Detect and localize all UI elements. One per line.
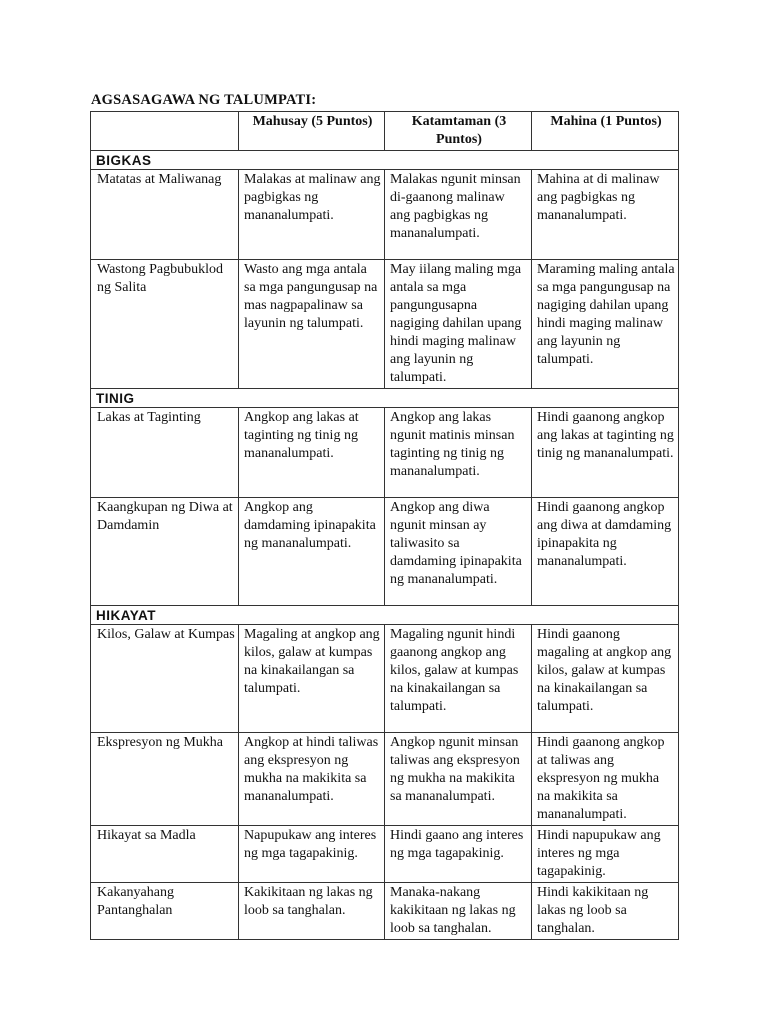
table-row: [91, 733, 679, 826]
criterion-cell: Kilos, Galaw at Kumpas: [91, 625, 239, 733]
header-cell-mahina: Mahina (1 Puntos): [532, 112, 679, 151]
mahusay-cell: Napupukaw ang interes ng mga tagapakinig.: [239, 826, 385, 883]
mahina-cell: Hindi gaanong angkop ang lakas at taginting ng tinig ng mananalumpati.: [532, 408, 679, 498]
mahina-cell: Hindi gaanong angkop at taliwas ang ekspresyon ng mukha na makikita sa mananalumpati.: [532, 733, 679, 826]
criterion-cell: Kakanyahang Pantanghalan: [91, 883, 239, 940]
header-cell-criteria: [91, 112, 239, 151]
section-row-hikayat: [91, 606, 679, 625]
table-row: [91, 826, 679, 883]
katamtaman-cell: Hindi gaano ang interes ng mga tagapakinig.: [385, 826, 532, 883]
mahusay-cell: Angkop ang damdaming ipinapakita ng mananalumpati.: [239, 498, 385, 606]
criterion-cell: Wastong Pagbubuklod ng Salita: [91, 260, 239, 389]
criterion-cell: Hikayat sa Madla: [91, 826, 239, 883]
criterion-cell: Lakas at Taginting: [91, 408, 239, 498]
header-row: [91, 112, 679, 151]
katamtaman-cell: May iilang maling mga antala sa mga pangungusapna nagiging dahilan upang hindi maging malinaw ang layunin ng talumpati.: [385, 260, 532, 389]
header-cell-mahusay: Mahusay (5 Puntos): [239, 112, 385, 151]
katamtaman-cell: Angkop ang diwa ngunit minsan ay taliwasito sa damdaming ipinapakita ng mananalumpati.: [385, 498, 532, 606]
criterion-cell: Kaangkupan ng Diwa at Damdamin: [91, 498, 239, 606]
table-row: [91, 625, 679, 733]
table-row: [91, 498, 679, 606]
mahusay-cell: Magaling at angkop ang kilos, galaw at kumpas na kinakailangan sa talumpati.: [239, 625, 385, 733]
mahusay-cell: Kakikitaan ng lakas ng loob sa tanghalan.: [239, 883, 385, 940]
section-row-bigkas: [91, 151, 679, 170]
criterion-cell: Ekspresyon ng Mukha: [91, 733, 239, 826]
table-row: [91, 260, 679, 389]
mahina-cell: Hindi kakikitaan ng lakas ng loob sa tanghalan.: [532, 883, 679, 940]
header-cell-katamtaman: Katamtaman (3 Puntos): [385, 112, 532, 151]
criterion-cell: Matatas at Maliwanag: [91, 170, 239, 260]
katamtaman-cell: Angkop ang lakas ngunit matinis minsan taginting ng tinig ng mananalumpati.: [385, 408, 532, 498]
katamtaman-cell: Manaka-nakang kakikitaan ng lakas ng loob sa tanghalan.: [385, 883, 532, 940]
table-row: [91, 883, 679, 940]
mahusay-cell: Angkop at hindi taliwas ang ekspresyon ng mukha na makikita sa mananalumpati.: [239, 733, 385, 826]
katamtaman-cell: Angkop ngunit minsan taliwas ang ekspresyon ng mukha na makikita sa mananalumpati.: [385, 733, 532, 826]
mahusay-cell: Malakas at malinaw ang pagbigkas ng mananalumpati.: [239, 170, 385, 260]
section-label: TINIG: [91, 389, 679, 408]
mahina-cell: Mahina at di malinaw ang pagbigkas ng mananalumpati.: [532, 170, 679, 260]
mahina-cell: Maraming maling antala sa mga pangungusap na nagiging dahilan upang hindi maging malinaw ang layunin ng talumpati.: [532, 260, 679, 389]
table-row: [91, 408, 679, 498]
section-label: HIKAYAT: [91, 606, 679, 625]
page-title: AGSASAGAWA NG TALUMPATI:: [91, 92, 317, 108]
mahusay-cell: Wasto ang mga antala sa mga pangungusap na mas nagpapalinaw sa layunin ng talumpati.: [239, 260, 385, 389]
mahina-cell: Hindi gaanong angkop ang diwa at damdaming ipinapakita ng mananalumpati.: [532, 498, 679, 606]
table-row: [91, 170, 679, 260]
katamtaman-cell: Malakas ngunit minsan di-gaanong malinaw ang pagbigkas ng mananalumpati.: [385, 170, 532, 260]
mahina-cell: Hindi gaanong magaling at angkop ang kilos, galaw at kumpas na kinakailangan sa talumpati.: [532, 625, 679, 733]
section-label: BIGKAS: [91, 151, 679, 170]
katamtaman-cell: Magaling ngunit hindi gaanong angkop ang kilos, galaw at kumpas na kinakailangan sa talumpati.: [385, 625, 532, 733]
mahina-cell: Hindi napupukaw ang interes ng mga tagapakinig.: [532, 826, 679, 883]
section-row-tinig: [91, 389, 679, 408]
mahusay-cell: Angkop ang lakas at taginting ng tinig ng mananalumpati.: [239, 408, 385, 498]
rubric-table: [90, 111, 679, 940]
